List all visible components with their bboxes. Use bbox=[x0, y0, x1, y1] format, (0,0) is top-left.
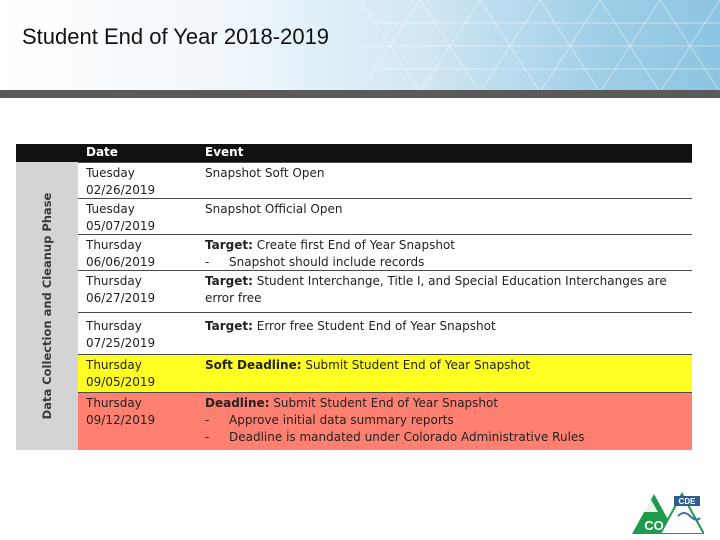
row-date: Thursday 07/25/2019 bbox=[86, 319, 156, 350]
header-event: Event bbox=[205, 145, 244, 159]
row-date: Thursday 09/12/2019 bbox=[86, 396, 156, 427]
schedule-table bbox=[16, 144, 692, 450]
table-row bbox=[78, 270, 692, 312]
triangle-pattern bbox=[360, 0, 720, 92]
logo-cde-text: CDE bbox=[678, 497, 696, 506]
row-event: Target: Error free Student End of Year Snapshot bbox=[205, 319, 496, 333]
cde-logo bbox=[632, 490, 704, 534]
event-bullet: - Deadline is mandated under Colorado Administrative Rules bbox=[205, 430, 585, 444]
header-banner bbox=[0, 0, 720, 92]
header-date: Date bbox=[86, 145, 118, 159]
logo-co-text: CO bbox=[644, 518, 664, 533]
table-row bbox=[78, 312, 692, 354]
row-date: Tuesday 02/26/2019 bbox=[86, 166, 156, 197]
table-row bbox=[78, 354, 692, 392]
table-header bbox=[16, 144, 692, 162]
row-date: Tuesday 05/07/2019 bbox=[86, 202, 156, 233]
event-bullet: - Approve initial data summary reports bbox=[205, 413, 454, 427]
row-event: Target: Student Interchange, Title I, and Special Education Interchanges are error free bbox=[205, 274, 667, 305]
phase-label: Data Collection and Cleanup Phase bbox=[40, 192, 54, 420]
event-bullet: - Snapshot should include records bbox=[205, 255, 425, 269]
row-event: Snapshot Official Open bbox=[205, 202, 343, 216]
row-date: Thursday 06/06/2019 bbox=[86, 238, 156, 269]
table-row bbox=[78, 162, 692, 198]
table-row bbox=[78, 198, 692, 234]
page-title: Student End of Year 2018-2019 bbox=[22, 24, 330, 49]
table-row bbox=[78, 234, 692, 270]
table-row bbox=[78, 392, 692, 450]
row-event: Snapshot Soft Open bbox=[205, 166, 325, 180]
row-date: Thursday 09/05/2019 bbox=[86, 358, 156, 389]
row-event: Deadline: Submit Student End of Year Snapshot - Approve initial data summary reports - Deadline is mandated under Colorado Administrative Rules bbox=[205, 395, 689, 446]
header-divider bbox=[0, 90, 720, 98]
row-event: Soft Deadline: Submit Student End of Year Snapshot bbox=[205, 358, 531, 372]
row-date: Thursday 06/27/2019 bbox=[86, 274, 156, 305]
phase-column bbox=[16, 162, 78, 450]
row-event: Target: Create first End of Year Snapshot - Snapshot should include records bbox=[205, 237, 689, 271]
